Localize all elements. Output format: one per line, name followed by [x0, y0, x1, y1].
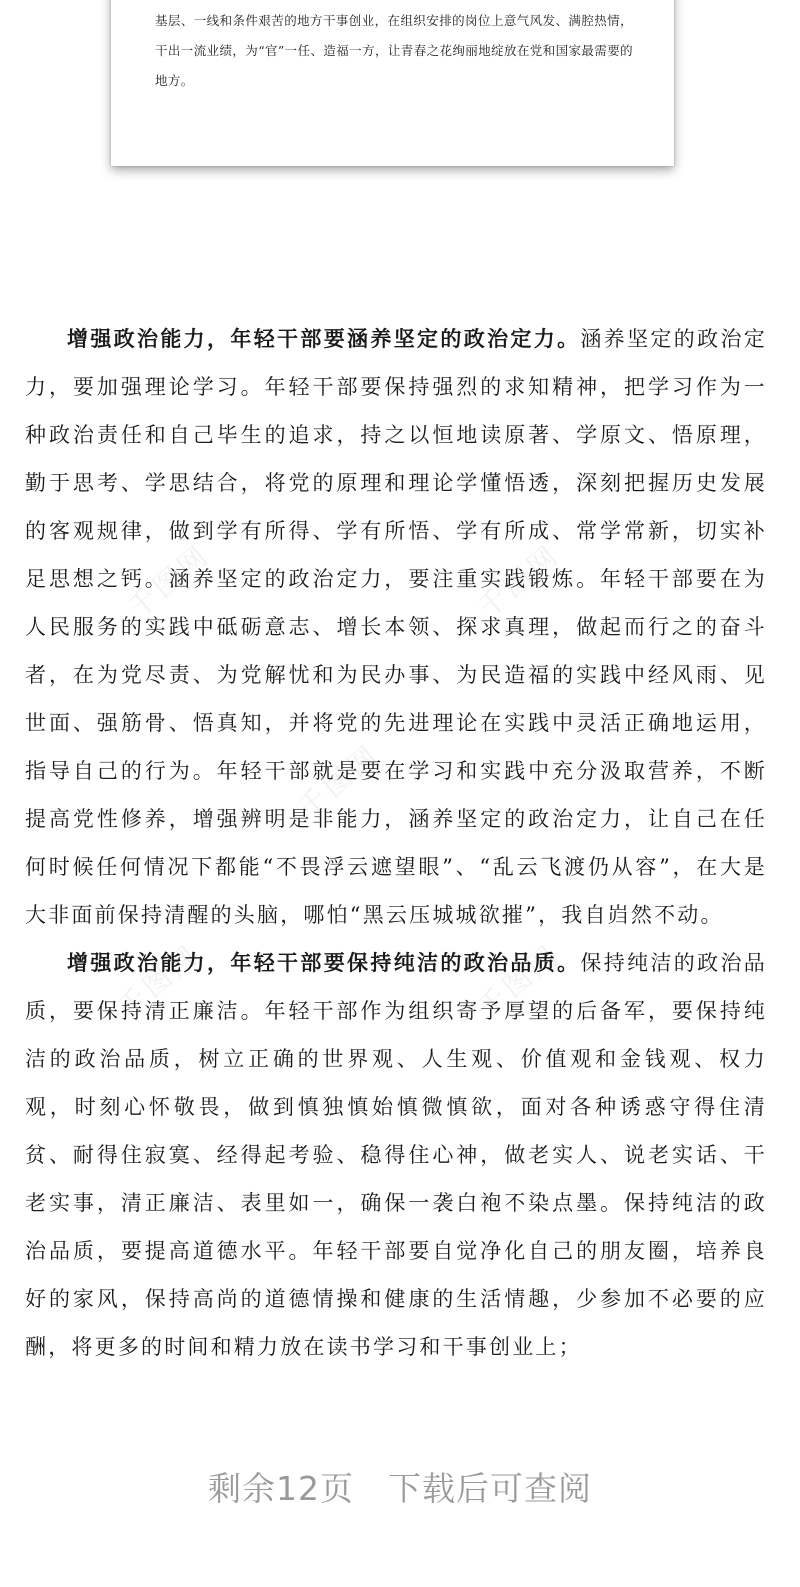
watermark: 千图网 [291, 737, 387, 825]
watermark: 千图网 [111, 937, 207, 1025]
remaining-pages-label: 剩余12页 [208, 1469, 354, 1508]
watermark: 千图网 [471, 537, 567, 625]
paragraph-heading: 增强政治能力，年轻干部要保持纯洁的政治品质。 [67, 950, 581, 975]
remaining-pages-button[interactable] [0, 1463, 800, 1510]
watermark: 千图网 [471, 937, 567, 1025]
paragraph-heading: 增强政治能力，年轻干部要涵养坚定的政治定力。 [67, 326, 581, 351]
paragraph-political-integrity [25, 939, 767, 1371]
paragraph-political-resolve [25, 315, 767, 939]
preview-page-card [111, 0, 674, 166]
paragraph-text: 涵养坚定的政治定力，要加强理论学习。年轻干部要保持强烈的求知精神，把学习作为一种政治责任和自己毕生的追求，持之以恒地读原著、学原文、悟原理，勤于思考、学思结合，将党的原理和理论学懂悟透，深刻把握历史发展的客观规律，做到学有所得、学有所悟、学有所成、常学常新，切实补足思想之钙。涵养坚定的政治定力，要注重实践锻炼。年轻干部要在为人民服务的实践中砥砺意志、增长本领、探求真理，做起而行之的奋斗者，在为党尽责、为党解忧和为民办事、为民造福的实践中经风雨、见世面、强筋骨、悟真知，并将党的先进理论在实践中灵活正确地运用，指导自己的行为。年轻干部就是要在学习和实践中充分汲取营养，不断提高党性修养，增强辨明是非能力，涵养坚定的政治定力，让自己在任何时候任何情况下都能“不畏浮云遮望眼”、“乱云飞渡仍从容”，在大是大非面前保持清醒的头脑，哪怕“黑云压城城欲摧”，我自岿然不动。 [25, 327, 767, 927]
paragraph-text: 保持纯洁的政治品质，要保持清正廉洁。年轻干部作为组织寄予厚望的后备军，要保持纯洁的政治品质，树立正确的世界观、人生观、价值观和金钱观、权力观，时刻心怀敬畏，做到慎独慎始慎微慎欲，面对各种诱惑守得住清贫、耐得住寂寞、经得起考验、稳得住心神，做老实人、说老实话、干老实事，清正廉洁、表里如一，确保一袭白袍不染点墨。保持纯洁的政治品质，要提高道德水平。年轻干部要自觉净化自己的朋友圈，培养良好的家风，保持高尚的道德情操和健康的生活情趣，少参加不必要的应酬，将更多的时间和精力放在读书学习和干事创业上； [25, 951, 767, 1359]
preview-page-text: 基层、一线和条件艰苦的地方干事创业，在组织安排的岗位上意气风发、满腔热情，干出一流业绩，为“官”一任、造福一方，让青春之花绚丽地绽放在党和国家最需要的地方。 [155, 13, 633, 88]
article-body [25, 315, 767, 1371]
watermark: 千图网 [121, 537, 217, 625]
download-to-view-label: 下载后可查阅 [388, 1469, 592, 1508]
